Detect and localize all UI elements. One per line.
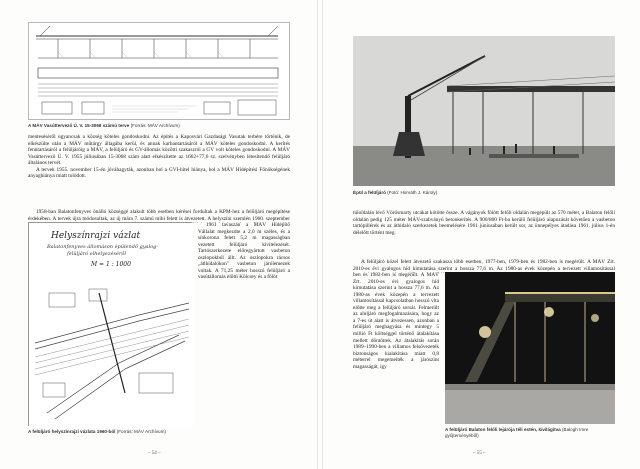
page-number: – 54 – [148,451,161,456]
right-page [322,0,640,469]
sketch-subtitle-1: Balatonfenyves állomáson épülendő gyalog- [47,244,159,250]
caption-title: Épül a felüljáró [353,190,386,195]
construction-photo [353,36,615,186]
paragraph: menteséséről ugyancsak a község köteles gondoskodni. Az építés a Kaposvári Gazdasági Vasutak terbére történik, de elkészülte után a MÁV műtárgy állagába kerül, és annak karbantartásáról a MÁV köteles gondoskodni. A kerítés fenntartásáról a felüljáróig a MÁV, a felüljáró és GV-állomás közötti szakaszról a GV volt köteles gondoskodni. A MÁV Vasúttervező Ú. V. 1955 júliusában 15-3068 szám alatt elkészítette az 1662+77,6 sz. szelvényben létesítendő felüljáró általános tervét. [28,134,290,167]
night-photo [445,272,615,424]
page-number: – 55 – [473,451,486,456]
sketch-scale: M = 1 : 1000 [91,261,131,268]
left-page [0,0,318,469]
caption-source: (Balogh Imre gyűjteményéből) [445,427,589,438]
technical-drawing-figure [28,22,290,120]
body-text-column [28,209,290,223]
caption-title: A felüljáró Balaton felőli lejárója téli estén, kivilágítva [445,427,561,432]
body-text-top [28,134,290,180]
technical-drawing [28,22,290,120]
sketch-title: Helyszínrajzi vázlat [51,231,141,241]
paragraph: ben és 1982-ben is megérült. A MÁV Zrt. 2010-es évi gyalogos híd kimutatása szerint a hossza 77,6 m. Az 1980-as évek közepén a tervezett villamosítással kapcsolatban hosszú vita előtte meg a felüljáró sorsát. Felmerült az aluljáró megfogalmazására, hogy az a 7-es út alatt is átvezessen, azonban a felüljáró meghagyása és mintegy 5 millió Ft költséggel történő átalakítása mellett döntöttek. Az átalakítás során 1989–1990-ben a villamos felsővezeték biztonságos kialakítása miatt 0,8 méterrel megemelték a járószint magasságát, így [353,272,439,370]
caption-source: (Forrás: MÁV Archívum) [116,429,166,434]
body-text-top [353,210,615,236]
figure-caption-sketch [28,429,198,435]
body-text-side [353,272,439,452]
night-photo-image [445,272,615,424]
caption-source: (Forrás: MÁV Archívum) [130,123,180,128]
paragraph: 1961 tavaszán a MÁV Hídépítő Vállalat megkezdte a 2,0 m széles, és a sínkorona felett 5,2 m magasságban vezetett felüljáró kivitelezését. Tartószerkezete előregyártott vasbeton oszlopokból állt. Az oszlopokra rácsos „átlhídalókon" vasbeton járólemezek voltak. A 71,25 méter hosszú felüljáró a vasútállomás előtti Kölcsey és a fölöt [198,222,290,281]
figure-caption-drawing [28,123,290,129]
paragraph: 1958-ban Balatonfenyves önálló községgé alakult több esetben kérései fordultak a KPM-hez a felüljáró megépítése érdekében. A tervek újra módosultak, az új mára 7. számú mihi felett is átvezetett. A helyszíni szemlén 1960. szeptember [28,209,290,222]
figure-caption-night [445,427,615,438]
site-sketch-figure [28,222,192,426]
sketch-subtitle-2: felüljáró elhelyezéséről [67,251,126,257]
paragraph: A felüljáró közel felett átvezető szakasza több esetben, 1977-ben, 1979-ben és 1982-ben is megérült. A MÁV Zrt. 2010-es évi gyalogos híd kimutatása szerint a hossza 77,6 m. Az 1980-as évek közepén a tervezett villamosítással [353,259,615,272]
paragraph: A tervek 1955. november 15-én jóváhagyták, azonban hol a GVI-hitel hiánya, hol a MÁV Hídépítési Főnökségének anyaghiánya miatt tolódott. [28,166,290,180]
caption-title: A felüljáró helyszínrajzi vázlata 1960-ból [28,429,116,434]
body-text-side [198,222,290,442]
body-text-column [353,259,615,273]
figure-caption-construction [353,190,615,196]
caption-title: A MÁV Vasúttervező Ú. V. 15-3068 számú terve [28,123,130,128]
paragraph: túloldalán lévő Vörösmarty utcákat kötötte össze. A vágányok fölött felőli oldalán megépült az 570 méter, a Balaton felőli oldalán pedig 125 méter MÁV-szabványú betonkerítés. A 900/800 Ft-ba kerülő felüljáró alapozását követően a vasbeton tartópillérek és az áthidaló szerkezetek beemelésére 1961 júniusában került sor, az ünnepélyes átadása 1961. július 1-én délelőtt történt meg. [353,210,615,236]
caption-source: (Fotó: Horváth J. Károly) [387,190,438,195]
construction-photo-image [353,36,615,186]
